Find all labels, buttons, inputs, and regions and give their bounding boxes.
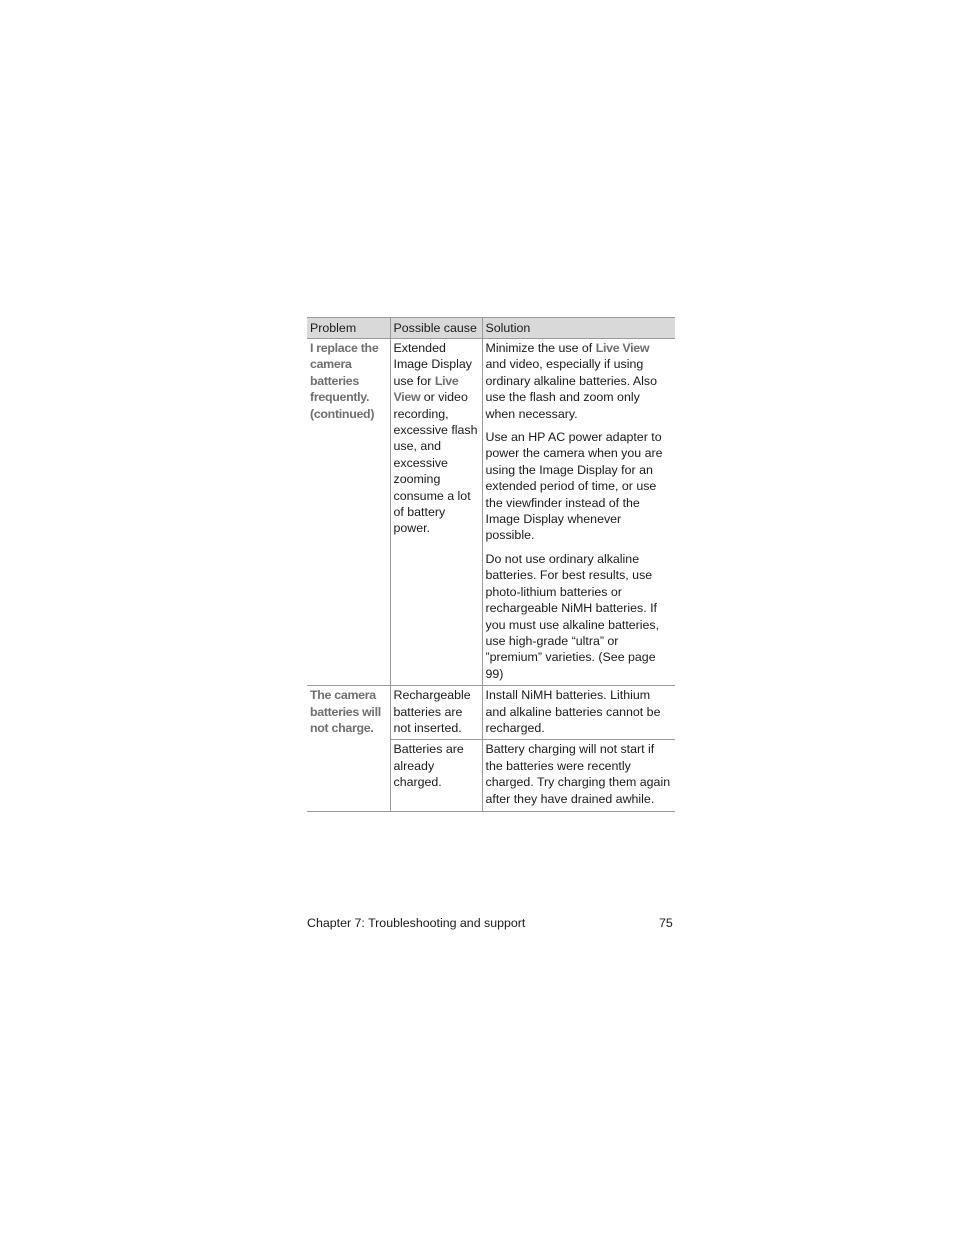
troubleshooting-table [307,317,675,812]
header-solution: Solution [482,318,675,339]
problem-cell [307,686,390,812]
cause-cell: Rechargeable batteries are not inserted. [390,686,482,740]
table-header-row [307,318,675,339]
problem-cell [307,339,390,686]
table-row [307,339,675,686]
solution-cell [482,339,675,686]
solution-cell: Install NiMH batteries. Lithium and alkaline batteries cannot be recharged. [482,686,675,740]
live-view-term: Live View [393,373,459,405]
page-number: 75 [659,916,673,930]
cause-text: Extended Image Display use for [393,341,473,388]
solution-paragraph: Do not use ordinary alkaline batteries. For best results, use photo-lithium batteries or rechargeable NiMH batteries. If you must use alkaline batteries, use high-grade “ultra” or ”premium” varieties. (See page 99) [485,551,660,681]
footer-chapter-title: Chapter 7: Troubleshooting and support [307,916,526,930]
table-row [307,686,675,740]
solution-paragraph [486,340,673,422]
cause-cell: Batteries are already charged. [390,740,482,812]
cause-cell [390,339,482,686]
solution-cell: Battery charging will not start if the batteries were recently charged. Try charging them again after they have drained awhile. [482,740,675,812]
header-problem: Problem [307,318,390,339]
problem-text: The camera batteries will not charge. [310,688,381,735]
solution-paragraph: Use an HP AC power adapter to power the camera when you are using the Image Display for an extended period of time, or use the viewfinder instead of the Image Display whenever possible. [485,430,663,543]
solution-text: Minimize the use of [485,341,596,355]
problem-text: I replace the camera batteries frequently. (continued) [310,341,379,421]
solution-text: and video, especially if using ordinary alkaline batteries. Also use the flash and zoom only when necessary. [485,357,657,421]
header-possible-cause: Possible cause [390,318,482,339]
live-view-term: Live View [595,341,650,355]
cause-text: or video recording, excessive flash use, and excessive zooming consume a lot of battery power. [393,390,478,536]
